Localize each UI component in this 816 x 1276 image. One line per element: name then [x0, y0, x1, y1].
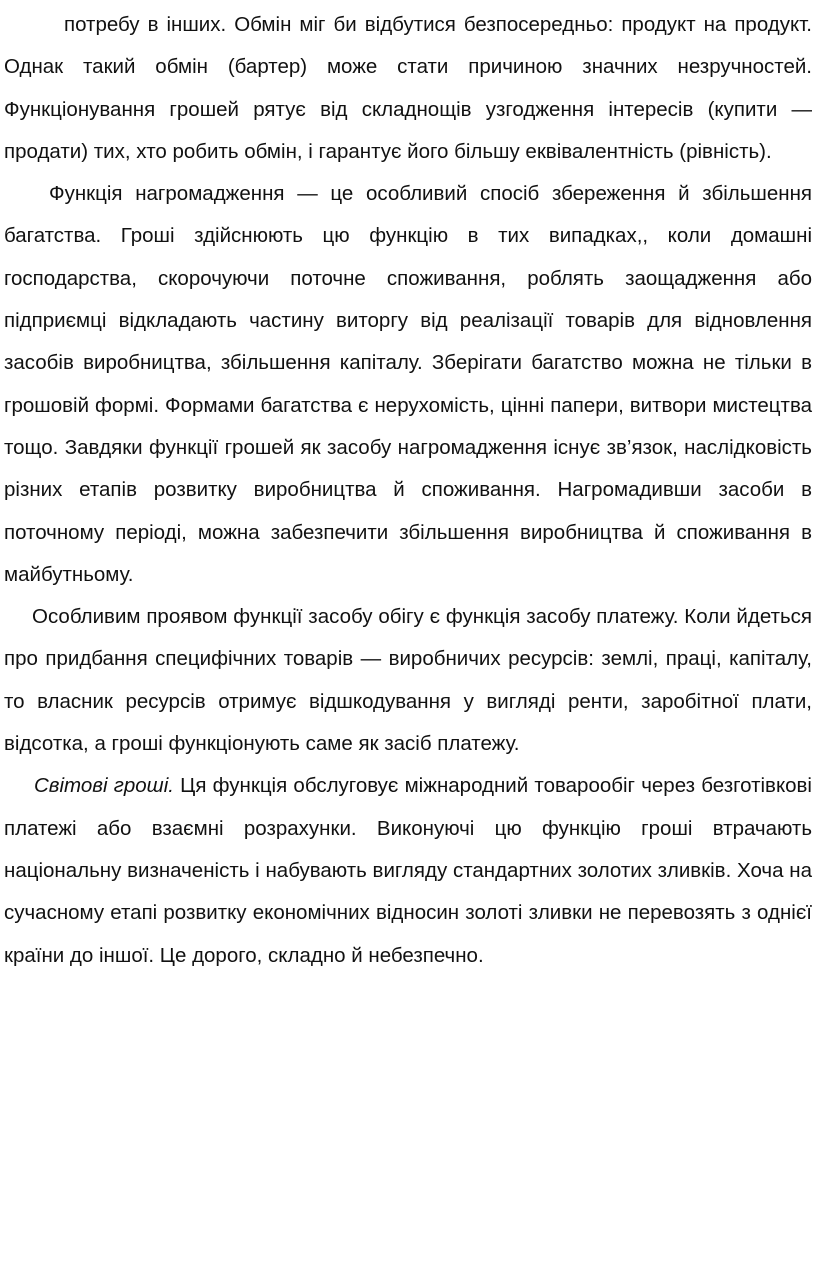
paragraph-accumulation: Функція нагромадження — це особливий спосіб збереження й збільшення багатства. Гроші здійснюють цю функцію в тих випадках,, коли домашні господарства, скорочуючи поточне споживання, роблять заощадження або підприємці відкладають частину виторгу від реалізації товарів для відновлення засобів виробництва, збільшення капіталу. Зберігати багатство можна не тільки в грошовій формі. Формами багатства є нерухомість, цінні папери, витвори мистецтва тощо. Завдяки функції грошей як засобу нагромадження існує зв’язок, наслідковість різних етапів розвитку виробництва й споживання. Нагромадивши засоби в поточному періоді, можна забезпечити збільшення виробництва й споживання в майбутньому. — [4, 182, 812, 586]
paragraph-exchange: потребу в інших. Обмін міг би відбутися безпосередньо: продукт на продукт. Однак такий обмін (бартер) може стати причиною значних незручностей. Функціонування грошей рятує від складнощів узгодження інтересів (купити — продати) тих, хто робить обмін, і гарантує його більшу еквівалентність (рівність). — [4, 13, 812, 163]
paragraph-world-money — [4, 765, 812, 976]
paragraph-payment: Особливим проявом функції засобу обігу є функція засобу платежу. Коли йдеться про придбання специфічних товарів — виробничих ресурсів: землі, праці, капіталу, то власник ресурсів отримує відшкодування у вигляді ренти, заробітної плати, відсотка, а гроші функціонують саме як засіб платежу. — [4, 605, 812, 756]
document-page — [4, 0, 812, 977]
world-money-term: Світові гроші. — [34, 774, 174, 798]
world-money-text: Ця функція обслуговує міжнародний товарообіг через безготівкові платежі або взаємні розрахунки. Виконуючі цю функцію гроші втрачають національну визначеність і набувають вигляду стандартних золотих зливків. Хоча на сучасному етапі розвитку економічних відносин золоті зливки не перевозять з однієї країни до іншої. Це дорого, складно й небезпечно. — [4, 774, 812, 967]
